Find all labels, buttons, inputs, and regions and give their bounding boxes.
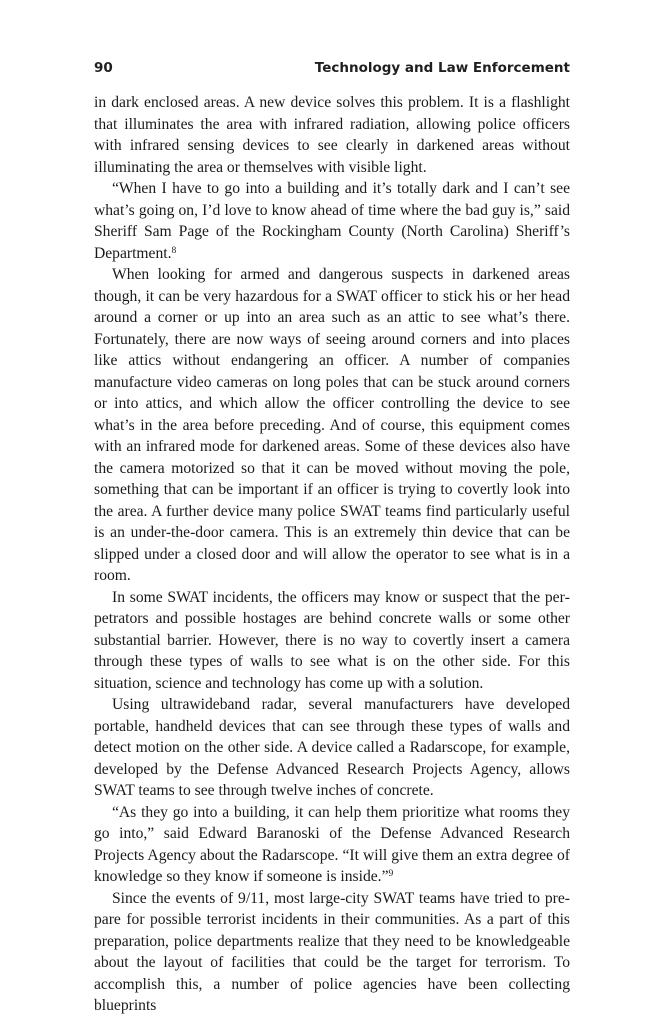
paragraph <box>94 802 570 888</box>
paragraph-text: in dark enclosed areas. A new device solves this problem. It is a flashlight that illuminates the area with infrared radiation, allowing police officers with infrared sensing devices to see clearly in darkened areas without illuminating the area or themselves with visible light. <box>94 94 570 176</box>
paragraph <box>94 587 570 695</box>
paragraph-text: In some SWAT incidents, the officers may know or suspect that the perpetrators and possible hostages are behind concrete walls or some other substantial barrier. However, there is no way to covertly insert a camera through these types of walls to see what is on the other side. For this situation, science and technology has come up with a solution. <box>94 588 570 692</box>
paragraph <box>94 888 570 1017</box>
paragraph-text: Since the events of 9/11, most large-city SWAT teams have tried to prepare for possible terrorist incidents in their communities. As a part of this preparation, police departments realize that they need to be knowledgeable about the layout of facilities that could be the target for terrorism. To accomplish this, a number of police agencies have been collecting blueprints <box>94 889 570 1014</box>
page-number: 90 <box>94 60 113 76</box>
paragraph <box>94 264 570 587</box>
paragraph-text: “As they go into a building, it can help them prioritize what rooms they go into,” said Edward Baranoski of the Defense Advanced Research Projects Agency about the Radarscope. “It will give them an extra degree of knowledge so they know if someone is inside.” <box>94 803 570 885</box>
running-header <box>94 56 570 80</box>
book-page <box>94 56 570 1017</box>
paragraph <box>94 178 570 264</box>
section-title: Technology and Law Enforcement <box>314 60 570 76</box>
paragraph-text: When looking for armed and dangerous suspects in darkened areas though, it can be very hazardous for a SWAT officer to stick his or her head around a corner or up into an area such as an attic to see what’s there. Fortunately, there are now ways of seeing around corners and into places like attics without endangering an officer. A number of companies manufacture video cameras on long poles that can be stuck around corners or into attics, and which allow the officer controlling the device to see what’s in the area before preceding. And of course, this equipment comes with an infrared mode for darkened areas. Some of these devices also have the camera motorized so that it can be moved without moving the pole, something that can be important if an officer is trying to covertly look into the area. A further device many police SWAT teams find particularly useful is an under-the-door camera. This is an extremely thin device that can be slipped under a closed door and will allow the operator to see what is in a room. <box>94 266 570 584</box>
paragraph-text: Using ultrawideband radar, several manufacturers have developed portable, handheld devices that can see through these types of walls and detect motion on the other side. A device called a Radarscope, for example, developed by the Defense Advanced Research Projects Agency, allows SWAT teams to see through twelve inches of concrete. <box>94 696 570 799</box>
body-text <box>94 92 570 1017</box>
footnote-marker: 9 <box>388 869 394 879</box>
paragraph <box>94 92 570 178</box>
paragraph-text: “When I have to go into a building and it’s totally dark and I can’t see what’s going on, I’d love to know ahead of time where the bad guy is,” said Sheriff Sam Page of the Rockingham County (North Carolina) Sheriff’s Department. <box>94 180 570 262</box>
footnote-marker: 8 <box>171 245 177 256</box>
paragraph <box>94 694 570 802</box>
